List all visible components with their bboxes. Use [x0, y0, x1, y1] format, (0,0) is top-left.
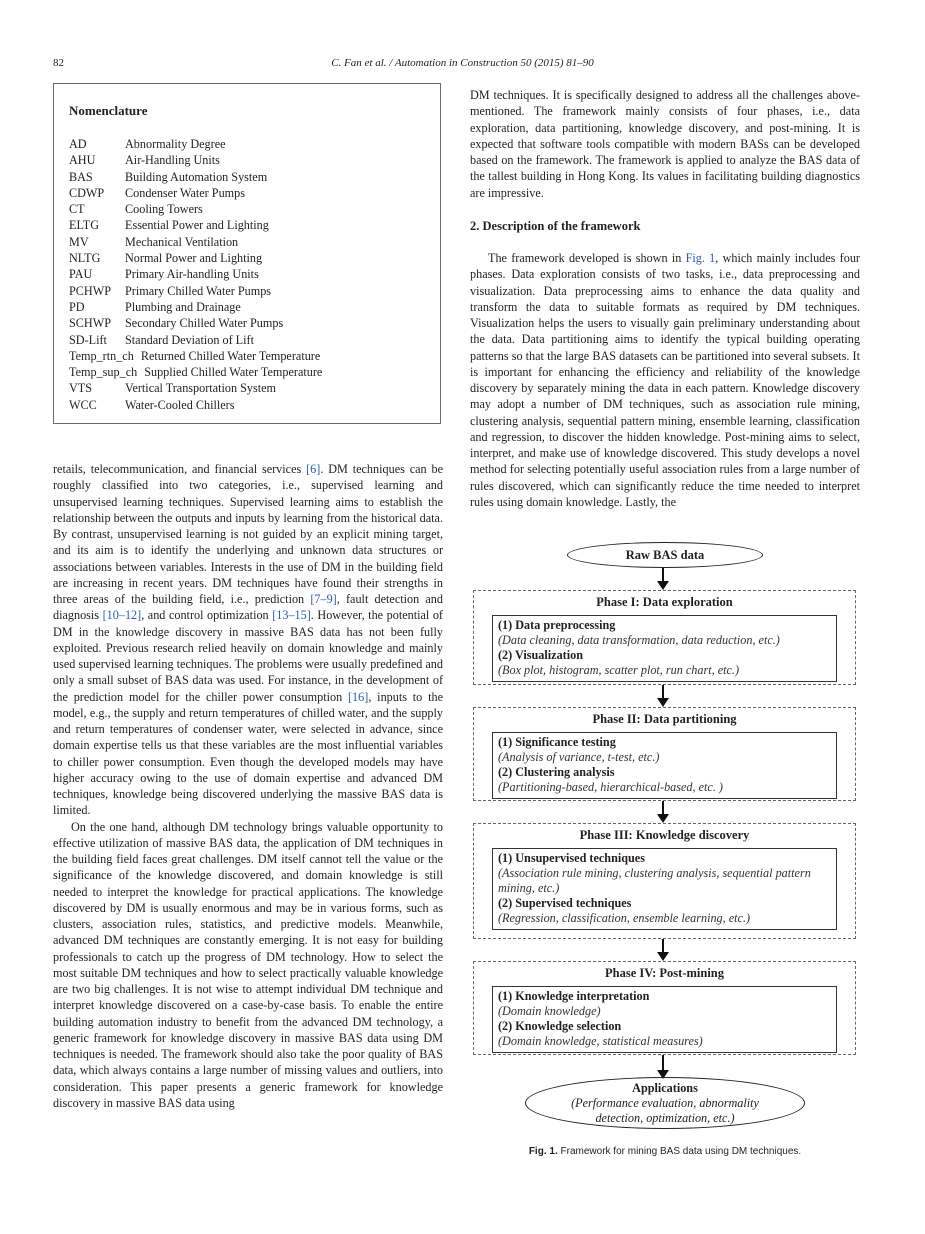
text-run: The framework developed is shown in: [488, 251, 686, 265]
definition: Returned Chilled Water Temperature: [140, 348, 321, 363]
caption-label: Fig. 1.: [528, 1146, 558, 1157]
nomenclature-item: [69, 332, 322, 348]
text-run: , fault detection and diagnosis: [53, 592, 443, 623]
figure-link[interactable]: Fig. 1: [685, 251, 716, 265]
phase-tasks: [492, 615, 837, 682]
task-description: (Regression, classification, ensemble learning, etc.): [498, 911, 751, 925]
nomenclature-item: [69, 250, 322, 266]
task-label: (1) Data preprocessing: [498, 618, 616, 632]
abbreviation: SCHWP: [69, 316, 111, 331]
nomenclature-item: [69, 364, 322, 380]
body-paragraph: DM techniques. It is specifically designed to address all the challenges above-mentioned. The framework mainly consists of four phases, i.e., data exploration, data partitioning, knowledge discovery, and post-mining. It is expected that software tools compatible with modern BASs can be developed based on the framework. The framework is applied to analyze the BAS data of the tallest building in Hong Kong. Its values in facilitating building diagnostics are impressive.: [470, 88, 860, 200]
task-label: (2) Clustering analysis: [498, 765, 615, 779]
nomenclature-item: [69, 283, 322, 299]
applications-description: (Performance evaluation, abnormality detection, optimization, etc.): [571, 1096, 759, 1125]
text-run: . DM techniques can be roughly classified into two categories, i.e., supervised learning and unsupervised learning techniques. Supervised learning aims to establish the relationship between the outputs and inputs by learning from the historical data. By contrast, unsupervised learning is not guided by an explicit mining target, and its aim is to identify the underlying and unknown data structures or associations between variables. Interests in the use of DM in the building field are increasing in recent years. DM techniques have found their strengths in three areas of the building field, i.e., prediction: [53, 462, 443, 606]
phase-2-box: [473, 707, 856, 801]
task-label: (1) Unsupervised techniques: [498, 851, 645, 865]
phase-title: Phase II: Data partitioning: [592, 712, 737, 726]
task-label: (1) Significance testing: [498, 735, 616, 749]
phase-tasks: [492, 732, 837, 799]
arrow-down-icon: [662, 801, 664, 821]
phase-4-box: [473, 961, 856, 1055]
abbreviation: AD: [69, 137, 87, 151]
task-label: (2) Knowledge selection: [498, 1019, 622, 1033]
task-description: (Domain knowledge, statistical measures): [498, 1034, 703, 1048]
definition: Primary Chilled Water Pumps: [125, 283, 272, 298]
definition: Secondary Chilled Water Pumps: [125, 316, 284, 331]
body-paragraph: [470, 250, 860, 510]
task-description: (Partitioning-based, hierarchical-based, etc. ): [498, 780, 723, 794]
definition: Primary Air-handling Units: [125, 267, 259, 282]
nomenclature-title: Nomenclature: [69, 103, 148, 118]
definition: Water-Cooled Chillers: [125, 397, 235, 412]
citation-link[interactable]: [7–9]: [310, 592, 337, 606]
abbreviation: SD-Lift: [69, 332, 107, 347]
body-paragraph: [53, 461, 443, 819]
nomenclature-item: [69, 348, 322, 364]
definition: Cooling Towers: [125, 202, 203, 217]
nomenclature-item: [69, 136, 322, 152]
phase-title: Phase III: Knowledge discovery: [579, 828, 750, 842]
definition: Mechanical Ventilation: [125, 234, 239, 249]
phase-title: Phase IV: Post-mining: [605, 966, 724, 980]
abbreviation: AHU: [69, 153, 96, 168]
task-description: (Data cleaning, data transformation, data reduction, etc.): [498, 633, 780, 647]
text-run: , which mainly includes four phases. Data exploration consists of two tasks, i.e., data preprocessing and visualization. Data preprocessing aims to enhance the data quality and transform the data to suitable formats as required by DM techniques. Visualization helps the users to visually gain preliminary understanding about the data. Data partitioning aims to identify the typical building operating patterns so that the large BAS datasets can be partitioned into several subsets. It is important for enhancing the efficiency and reliability of the knowledge discovery by separately mining the data in each pattern. Knowledge discovery may adopt a number of DM techniques, such as association rule mining, clustering analysis, sequential pattern mining, ensemble learning, classification and regression, to discover the hidden knowledge. Post-mining aims to select, interpret, and make use of knowledge discovered. This study develops a novel method for selecting potentially useful association rules from a large number of rules discovered, which can significantly reduce the time needed to interpret rules using domain knowledge. Lastly, the: [470, 251, 860, 509]
nomenclature-item: [69, 380, 322, 396]
task-description: (Box plot, histogram, scatter plot, run chart, etc.): [498, 663, 740, 677]
citation-link[interactable]: [16]: [348, 689, 369, 704]
running-header: C. Fan et al. / Automation in Construction 50 (2015) 81–90: [331, 57, 594, 69]
task-label: (1) Knowledge interpretation: [498, 989, 650, 1003]
definition: Essential Power and Lighting: [125, 218, 269, 233]
citation-link[interactable]: [10–12]: [102, 608, 142, 623]
nomenclature-item: [69, 299, 322, 315]
definition: Normal Power and Lighting: [125, 251, 263, 266]
arrow-down-icon: [662, 685, 664, 705]
arrow-down-icon: [662, 939, 664, 959]
nomenclature-item: [69, 152, 322, 168]
nomenclature-item: [69, 217, 322, 233]
abbreviation: VTS: [69, 381, 93, 396]
abbreviation: WCC: [69, 397, 97, 412]
abbreviation: CT: [69, 202, 85, 217]
task-label: (2) Visualization: [498, 648, 583, 662]
left-column: [53, 461, 443, 1111]
right-column: [470, 87, 860, 510]
applications-title: Applications: [632, 1081, 698, 1095]
abbreviation: BAS: [69, 169, 93, 184]
definition: Abnormality Degree: [125, 137, 226, 151]
abbreviation: PAU: [69, 267, 93, 282]
nomenclature-box: [53, 83, 441, 424]
section-heading: 2. Description of the framework: [470, 218, 641, 233]
arrow-down-icon: [662, 568, 664, 588]
citation-link[interactable]: [6]: [306, 462, 321, 476]
abbreviation: Temp_rtn_ch: [69, 348, 134, 363]
abbreviation: PD: [69, 299, 85, 314]
nomenclature-item: [69, 266, 322, 282]
phase-3-box: [473, 823, 856, 939]
nomenclature-list: [69, 136, 322, 413]
citation-link[interactable]: [13–15]: [272, 608, 311, 623]
definition: Building Automation System: [125, 169, 268, 184]
applications-node: [525, 1077, 805, 1129]
nomenclature-item: [69, 185, 322, 201]
definition: Plumbing and Drainage: [125, 299, 241, 314]
nomenclature-item: [69, 234, 322, 250]
arrow-down-icon: [662, 1055, 664, 1077]
task-description: (Domain knowledge): [498, 1004, 601, 1018]
abbreviation: NLTG: [69, 251, 101, 266]
text-run: , inputs to the model, e.g., the supply and return temperatures of chilled water, and the supply and return temperatures of condenser water, were selected in advance, since domain expertise tells us that these variables are the most influential variables to chiller power consumption. Even though the developed models may have higher accuracy owing to the use of domain expertise and advanced DM techniques, knowledge being discovered underlying the massive BAS data is limited.: [53, 689, 443, 818]
definition: Vertical Transportation System: [125, 381, 276, 396]
task-label: (2) Supervised techniques: [498, 896, 632, 910]
phase-tasks: [492, 986, 837, 1053]
nomenclature-item: [69, 397, 322, 413]
figure-caption: [465, 1146, 865, 1157]
start-node: Raw BAS data: [567, 542, 763, 568]
abbreviation: ELTG: [69, 218, 100, 233]
body-paragraph: On the one hand, although DM technology brings valuable opportunity to effective utilization of massive BAS data, the application of DM techniques in the building field faces great challenges. DM itself cannot tell the value or the significance of the knowledge discovered, and domain knowledge is still needed to interpret the knowledge for practical applications. The knowledge discovered by DM is usually enormous and may be in various forms, such as clusters, association rules, statistics, and predictive models. Meanwhile, advanced DM techniques are constantly emerging. It is not easy for building professionals to catch up the progress of DM technology. How to select the most suitable DM techniques and how to select practically valuable knowledge are two big challenges. It is not wise to attempt individual DM technique and interpret knowledge discovered on a case-by-case basis. To enable the entire building automation industry to benefit from the advanced DM technology, a generic framework for knowledge discovery in massive BAS data using DM techniques is needed. The framework should also take the poor quality of BAS data, which always contains a large number of missing values and outliers, into consideration. This paper presents a generic framework for knowledge discovery in massive BAS data using: [53, 819, 443, 1110]
abbreviation: MV: [69, 234, 89, 249]
caption-text: Framework for mining BAS data using DM techniques.: [557, 1146, 802, 1157]
nomenclature-item: [69, 315, 322, 331]
abbreviation: CDWP: [69, 185, 105, 200]
nomenclature-item: [69, 169, 322, 185]
abbreviation: PCHWP: [69, 283, 111, 298]
phase-tasks: [492, 848, 837, 930]
definition: Supplied Chilled Water Temperature: [144, 365, 323, 380]
task-description: (Association rule mining, clustering analysis, sequential pattern mining, etc.): [498, 866, 811, 895]
text-run: . However, the potential of DM in the knowledge discovery in massive BAS data has not been fully exploited. Previous research relied heavily on domain knowledge and mainly used supervised learning techniques. The problems were usually predefined and only a small subset of BAS data was used. For instance, in the development of the prediction model for the chiller power consumption: [53, 608, 443, 704]
text-run: , and control optimization: [141, 608, 273, 623]
definition: Standard Deviation of Lift: [125, 332, 254, 347]
nomenclature-item: [69, 201, 322, 217]
task-description: (Analysis of variance, t-test, etc.): [498, 750, 660, 764]
phase-title: Phase I: Data exploration: [596, 595, 733, 609]
figure-1-flowchart: [465, 535, 865, 1157]
page-number: 82: [53, 57, 64, 69]
abbreviation: Temp_sup_ch: [69, 365, 138, 380]
text-run: retails, telecommunication, and financial services: [53, 462, 307, 476]
definition: Condenser Water Pumps: [125, 185, 245, 200]
definition: Air-Handling Units: [125, 153, 220, 168]
phase-1-box: [473, 590, 856, 685]
